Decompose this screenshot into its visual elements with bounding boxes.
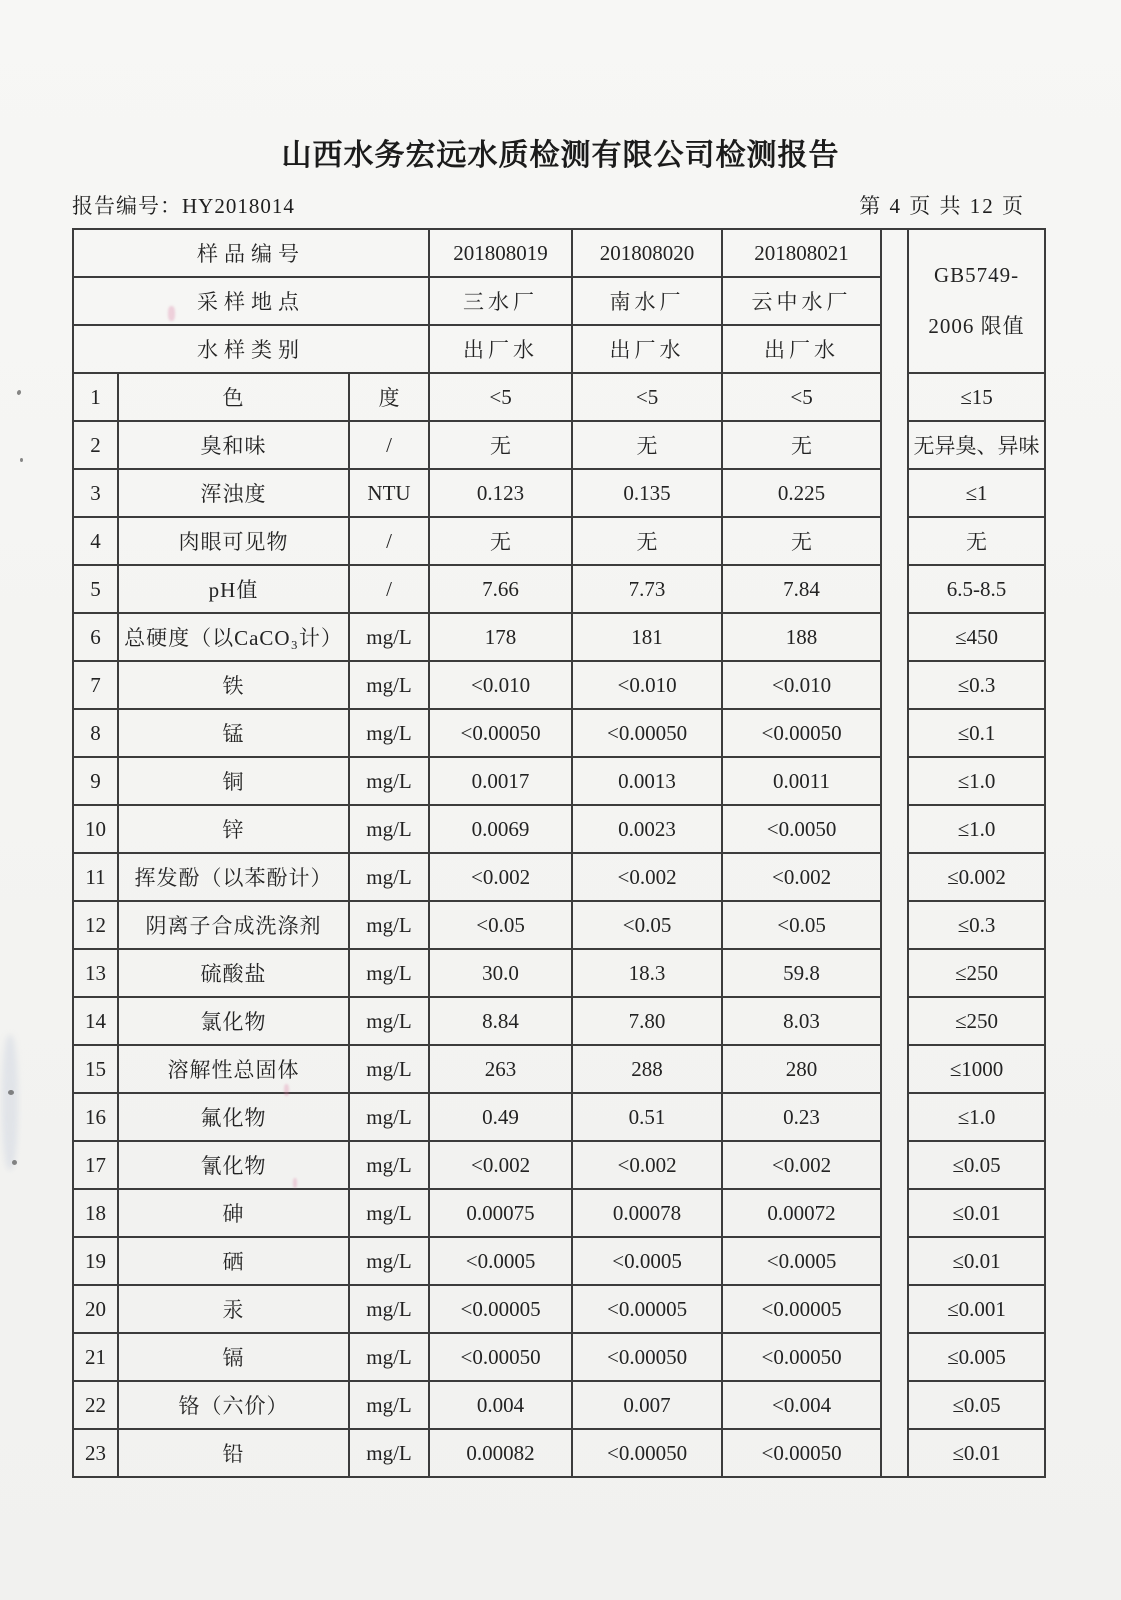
value-sample-2: 0.007 xyxy=(572,1381,722,1429)
row-index: 19 xyxy=(73,1237,118,1285)
limit-column-header xyxy=(908,229,1045,373)
value-sample-1: 0.00082 xyxy=(429,1429,572,1477)
value-sample-1: 0.0069 xyxy=(429,805,572,853)
parameter-unit: mg/L xyxy=(349,997,429,1045)
parameter-name: 氯化物 xyxy=(118,997,349,1045)
value-sample-2: 288 xyxy=(572,1045,722,1093)
report-number-label: 报告编号： xyxy=(72,194,182,218)
parameter-unit: mg/L xyxy=(349,613,429,661)
value-sample-1: <0.00005 xyxy=(429,1285,572,1333)
value-sample-1: 0.004 xyxy=(429,1381,572,1429)
value-sample-3: 7.84 xyxy=(722,565,881,613)
value-sample-2: <0.002 xyxy=(572,1141,722,1189)
value-sample-1: <0.010 xyxy=(429,661,572,709)
parameter-unit: mg/L xyxy=(349,1285,429,1333)
value-sample-1: 无 xyxy=(429,517,572,565)
location-sample-2: 南水厂 xyxy=(572,277,722,325)
value-sample-2: <0.0005 xyxy=(572,1237,722,1285)
parameter-name: 铁 xyxy=(118,661,349,709)
parameter-name: 色 xyxy=(118,373,349,421)
row-index: 9 xyxy=(73,757,118,805)
limit-header-line1: GB5749- xyxy=(933,263,1020,287)
page-indicator: 第 4 页 共 12 页 xyxy=(859,194,1025,218)
limit-value: ≤0.002 xyxy=(908,853,1045,901)
value-sample-3: <0.00050 xyxy=(722,709,881,757)
row-index: 18 xyxy=(73,1189,118,1237)
limit-value: ≤0.005 xyxy=(908,1333,1045,1381)
report-number-value: HY2018014 xyxy=(182,194,295,218)
scan-speck xyxy=(12,1160,17,1165)
value-sample-3: 无 xyxy=(722,517,881,565)
value-sample-3: 8.03 xyxy=(722,997,881,1045)
value-sample-2: <0.00050 xyxy=(572,1429,722,1477)
limit-value: ≤0.05 xyxy=(908,1381,1045,1429)
parameter-name: 锌 xyxy=(118,805,349,853)
row-index: 8 xyxy=(73,709,118,757)
parameter-name: 硫酸盐 xyxy=(118,949,349,997)
value-sample-1: 178 xyxy=(429,613,572,661)
limit-value: 无异臭、异味 xyxy=(908,421,1045,469)
parameter-unit: / xyxy=(349,421,429,469)
parameter-unit: mg/L xyxy=(349,1093,429,1141)
sample-number-2: 201808020 xyxy=(572,229,722,277)
limit-value: 6.5-8.5 xyxy=(908,565,1045,613)
row-index: 5 xyxy=(73,565,118,613)
parameter-name: 肉眼可见物 xyxy=(118,517,349,565)
value-sample-3: <0.002 xyxy=(722,853,881,901)
parameter-name: 浑浊度 xyxy=(118,469,349,517)
row-index: 11 xyxy=(73,853,118,901)
value-sample-1: 0.123 xyxy=(429,469,572,517)
header-location-label: 采样地点 xyxy=(73,277,429,325)
value-sample-3: <0.004 xyxy=(722,1381,881,1429)
row-index: 23 xyxy=(73,1429,118,1477)
scan-speck xyxy=(20,458,23,462)
limit-value: ≤0.001 xyxy=(908,1285,1045,1333)
value-sample-2: 0.0023 xyxy=(572,805,722,853)
scan-speck xyxy=(16,389,21,395)
parameter-unit: NTU xyxy=(349,469,429,517)
type-sample-3: 出厂水 xyxy=(722,325,881,373)
limit-value: 无 xyxy=(908,517,1045,565)
value-sample-1: 7.66 xyxy=(429,565,572,613)
value-sample-1: <0.00050 xyxy=(429,1333,572,1381)
limit-value: ≤1 xyxy=(908,469,1045,517)
value-sample-2: 0.00078 xyxy=(572,1189,722,1237)
row-index: 16 xyxy=(73,1093,118,1141)
parameter-unit: mg/L xyxy=(349,1333,429,1381)
parameter-unit: mg/L xyxy=(349,1045,429,1093)
parameter-unit: mg/L xyxy=(349,757,429,805)
limit-value: ≤250 xyxy=(908,997,1045,1045)
row-index: 13 xyxy=(73,949,118,997)
limit-value: ≤0.01 xyxy=(908,1429,1045,1477)
row-index: 14 xyxy=(73,997,118,1045)
value-sample-2: <5 xyxy=(572,373,722,421)
value-sample-3: 0.00072 xyxy=(722,1189,881,1237)
row-index: 6 xyxy=(73,613,118,661)
value-sample-1: <0.05 xyxy=(429,901,572,949)
parameter-unit: / xyxy=(349,565,429,613)
parameter-name: 溶解性总固体 xyxy=(118,1045,349,1093)
row-index: 10 xyxy=(73,805,118,853)
value-sample-2: 7.73 xyxy=(572,565,722,613)
value-sample-3: <0.0050 xyxy=(722,805,881,853)
parameter-name: 总硬度（以CaCO₃计） xyxy=(118,613,349,661)
value-sample-3: 59.8 xyxy=(722,949,881,997)
value-sample-3: <0.05 xyxy=(722,901,881,949)
parameter-name: 镉 xyxy=(118,1333,349,1381)
limit-value: ≤1000 xyxy=(908,1045,1045,1093)
report-meta xyxy=(72,190,1025,220)
value-sample-1: 30.0 xyxy=(429,949,572,997)
value-sample-3: <5 xyxy=(722,373,881,421)
spacer-column xyxy=(881,229,908,1477)
parameter-unit: mg/L xyxy=(349,1381,429,1429)
value-sample-3: 188 xyxy=(722,613,881,661)
limit-value: ≤0.01 xyxy=(908,1189,1045,1237)
value-sample-1: <0.002 xyxy=(429,1141,572,1189)
parameter-name: 铜 xyxy=(118,757,349,805)
page-title: 山西水务宏远水质检测有限公司检测报告 xyxy=(281,139,840,172)
parameter-unit: 度 xyxy=(349,373,429,421)
value-sample-2: 无 xyxy=(572,421,722,469)
limit-header-lines xyxy=(909,265,1044,337)
value-sample-1: 8.84 xyxy=(429,997,572,1045)
value-sample-2: 无 xyxy=(572,517,722,565)
value-sample-2: 18.3 xyxy=(572,949,722,997)
value-sample-3: <0.00050 xyxy=(722,1429,881,1477)
value-sample-3: 0.23 xyxy=(722,1093,881,1141)
limit-value: ≤450 xyxy=(908,613,1045,661)
sample-number-1: 201808019 xyxy=(429,229,572,277)
limit-value: ≤1.0 xyxy=(908,757,1045,805)
limit-value: ≤1.0 xyxy=(908,805,1045,853)
value-sample-3: <0.0005 xyxy=(722,1237,881,1285)
value-sample-3: 280 xyxy=(722,1045,881,1093)
row-index: 15 xyxy=(73,1045,118,1093)
value-sample-2: <0.00050 xyxy=(572,1333,722,1381)
parameter-unit: mg/L xyxy=(349,853,429,901)
row-index: 21 xyxy=(73,1333,118,1381)
limit-value: ≤1.0 xyxy=(908,1093,1045,1141)
header-sample-no-label: 样品编号 xyxy=(73,229,429,277)
value-sample-3: 0.0011 xyxy=(722,757,881,805)
parameter-name: 氟化物 xyxy=(118,1093,349,1141)
parameter-name: 硒 xyxy=(118,1237,349,1285)
parameter-name: 砷 xyxy=(118,1189,349,1237)
parameter-name: 氰化物 xyxy=(118,1141,349,1189)
value-sample-2: 7.80 xyxy=(572,997,722,1045)
scan-speck xyxy=(8,1090,14,1095)
value-sample-3: 0.225 xyxy=(722,469,881,517)
value-sample-3: <0.002 xyxy=(722,1141,881,1189)
parameter-name: 铬（六价） xyxy=(118,1381,349,1429)
value-sample-3: 无 xyxy=(722,421,881,469)
value-sample-1: 无 xyxy=(429,421,572,469)
location-sample-1: 三水厂 xyxy=(429,277,572,325)
row-index: 12 xyxy=(73,901,118,949)
value-sample-1: 0.49 xyxy=(429,1093,572,1141)
location-sample-3: 云中水厂 xyxy=(722,277,881,325)
parameter-name: 锰 xyxy=(118,709,349,757)
parameter-name: 汞 xyxy=(118,1285,349,1333)
parameter-unit: mg/L xyxy=(349,1237,429,1285)
parameter-name: 挥发酚（以苯酚计） xyxy=(118,853,349,901)
limit-value: ≤0.1 xyxy=(908,709,1045,757)
water-quality-table xyxy=(72,228,1046,1478)
value-sample-2: <0.00005 xyxy=(572,1285,722,1333)
limit-value: ≤0.05 xyxy=(908,1141,1045,1189)
row-index: 20 xyxy=(73,1285,118,1333)
row-index: 22 xyxy=(73,1381,118,1429)
type-sample-2: 出厂水 xyxy=(572,325,722,373)
parameter-unit: mg/L xyxy=(349,949,429,997)
header-type-label: 水样类别 xyxy=(73,325,429,373)
row-index: 1 xyxy=(73,373,118,421)
report-number xyxy=(72,190,295,220)
parameter-name: pH值 xyxy=(118,565,349,613)
value-sample-3: <0.00005 xyxy=(722,1285,881,1333)
scan-smudge xyxy=(2,1035,18,1170)
parameter-unit: mg/L xyxy=(349,1189,429,1237)
value-sample-2: <0.002 xyxy=(572,853,722,901)
parameter-unit: mg/L xyxy=(349,805,429,853)
sample-number-3: 201808021 xyxy=(722,229,881,277)
row-index: 2 xyxy=(73,421,118,469)
value-sample-1: <0.0005 xyxy=(429,1237,572,1285)
parameter-unit: / xyxy=(349,517,429,565)
limit-header-line2: 2006 限值 xyxy=(928,314,1025,338)
row-index: 4 xyxy=(73,517,118,565)
limit-value: ≤0.01 xyxy=(908,1237,1045,1285)
row-index: 3 xyxy=(73,469,118,517)
value-sample-2: <0.00050 xyxy=(572,709,722,757)
parameter-unit: mg/L xyxy=(349,709,429,757)
value-sample-1: <0.00050 xyxy=(429,709,572,757)
value-sample-3: <0.010 xyxy=(722,661,881,709)
value-sample-3: <0.00050 xyxy=(722,1333,881,1381)
type-sample-1: 出厂水 xyxy=(429,325,572,373)
limit-value: ≤15 xyxy=(908,373,1045,421)
parameter-unit: mg/L xyxy=(349,661,429,709)
parameter-unit: mg/L xyxy=(349,901,429,949)
parameter-unit: mg/L xyxy=(349,1141,429,1189)
limit-value: ≤250 xyxy=(908,949,1045,997)
header-row-sample-no xyxy=(73,229,1045,277)
value-sample-2: 0.135 xyxy=(572,469,722,517)
value-sample-2: <0.010 xyxy=(572,661,722,709)
parameter-name: 阴离子合成洗涤剂 xyxy=(118,901,349,949)
value-sample-1: <5 xyxy=(429,373,572,421)
value-sample-1: 263 xyxy=(429,1045,572,1093)
value-sample-2: 0.51 xyxy=(572,1093,722,1141)
limit-value: ≤0.3 xyxy=(908,661,1045,709)
value-sample-1: <0.002 xyxy=(429,853,572,901)
value-sample-1: 0.00075 xyxy=(429,1189,572,1237)
value-sample-2: <0.05 xyxy=(572,901,722,949)
parameter-name: 臭和味 xyxy=(118,421,349,469)
limit-value: ≤0.3 xyxy=(908,901,1045,949)
row-index: 17 xyxy=(73,1141,118,1189)
value-sample-1: 0.0017 xyxy=(429,757,572,805)
parameter-name: 铅 xyxy=(118,1429,349,1477)
parameter-unit: mg/L xyxy=(349,1429,429,1477)
row-index: 7 xyxy=(73,661,118,709)
value-sample-2: 0.0013 xyxy=(572,757,722,805)
value-sample-2: 181 xyxy=(572,613,722,661)
